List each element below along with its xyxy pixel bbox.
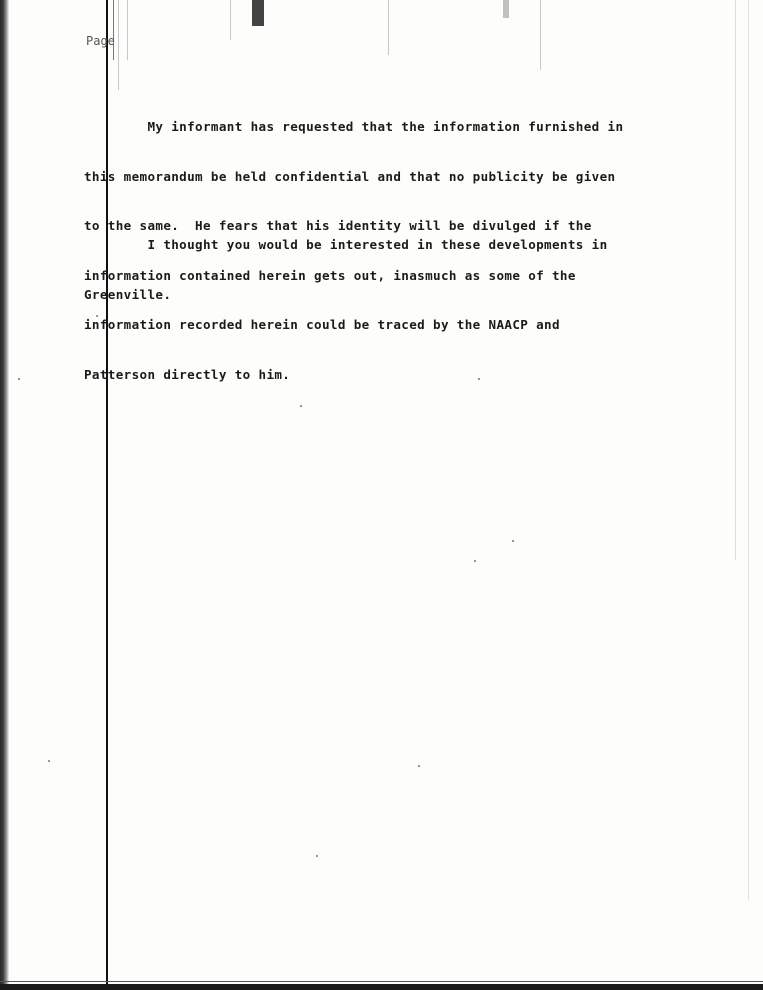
scan-speck (18, 378, 20, 380)
scan-speck (96, 315, 98, 317)
scan-streak (118, 0, 119, 90)
text-line: to the same. He fears that his identity will be divulged if the (84, 218, 592, 233)
scan-streak (735, 0, 736, 560)
scan-smudge (252, 0, 264, 26)
scan-bottom-line (0, 981, 763, 982)
scan-speck (478, 378, 480, 380)
scan-speck (512, 540, 514, 542)
text-line: I thought you would be interested in these developments in (84, 237, 608, 252)
scan-speck (48, 760, 50, 762)
binding-line-faint (113, 0, 114, 60)
text-line: My informant has requested that the information furnished in (84, 119, 624, 134)
scan-streak (230, 0, 231, 40)
scan-speck (418, 765, 420, 767)
scan-speck (474, 560, 476, 562)
scan-streak (127, 0, 128, 60)
text-line: information recorded herein could be traced by the NAACP and (84, 317, 560, 332)
text-line: this memorandum be held confidential and that no publicity be given (84, 168, 616, 184)
scan-streak (748, 0, 749, 900)
text-line: Patterson directly to him. (84, 366, 291, 382)
scan-streak (540, 0, 541, 70)
scan-bottom-edge (0, 984, 763, 990)
scan-speck (300, 405, 302, 407)
scan-left-edge (0, 0, 9, 990)
scan-smudge (503, 0, 509, 18)
scan-streak (388, 0, 389, 55)
text-line: information contained herein gets out, inasmuch as some of the (84, 267, 576, 283)
text-line: Greenville. (84, 286, 172, 302)
page-number-label: Page (86, 34, 115, 48)
paragraph-closing (84, 204, 724, 336)
scan-speck (316, 855, 318, 857)
